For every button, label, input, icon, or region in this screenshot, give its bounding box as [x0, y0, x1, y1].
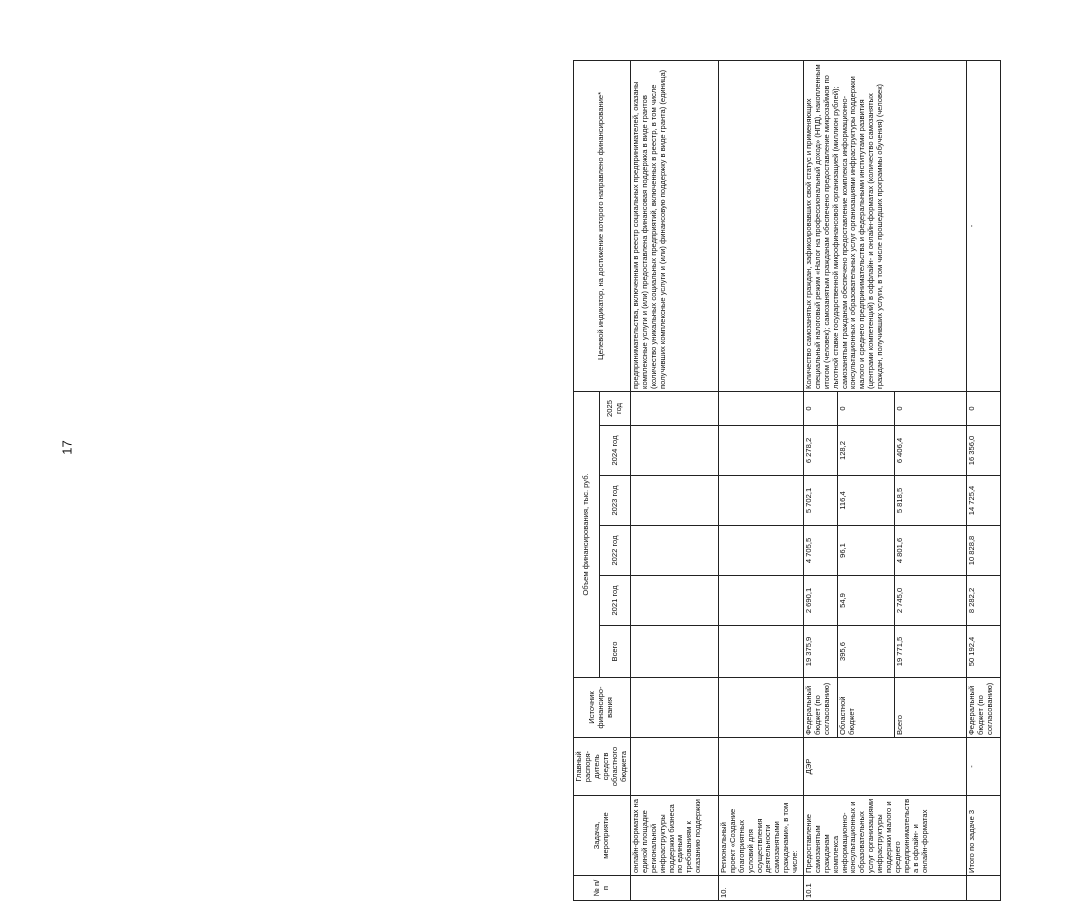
y2022-cell: 96,1 [837, 526, 894, 576]
table-row-continued [630, 60, 718, 900]
source-cell: Федеральный бюджет (по согласованию) [803, 678, 837, 738]
y2022-cell: 4 705,5 [803, 526, 837, 576]
header-manager: Главный распоря-дитель средств областного бюджета [574, 738, 631, 796]
y2025-cell: 0 [837, 391, 894, 425]
indicator-cell: предпринимательства, включенным в реестр социальных предпринимателей, оказаны комплексные услуги и (или) предоставлена финансовая поддержка в виде грантов (количество уникальных социальных предприятий, включенных в реестр, в том числе получивших комплексные услуги и (или) финансовую поддержку в виде гранта) (единица) [630, 60, 718, 391]
y2021-cell: 2 745,0 [894, 576, 966, 626]
y2025-cell: 0 [966, 391, 1000, 425]
total-cell: 19 375,9 [803, 626, 837, 678]
y2023-cell: 5 702,1 [803, 476, 837, 526]
indicator-cell: Количество самозанятых граждан, зафиксировавших свой статус и применяющих специальный налоговый режим «Налог на профессиональный доход» (НПД), накопленным итогом (человек); самозанятым гражданам обеспечено предоставление микрозаймов по льготной ставке государственной микрофинансовой организацией (миллион рублей); самозанятым гражданам обеспечено предоставление комплекса информационно-консультационных и образовательных услуг организациями инфраструктуры поддержки малого и среднего предпринимательства и федеральными институтами развития (центрами компетенций) в оффлайн- и онлайн-форматах (количество самозанятых граждан, получивших услуги, в том числе прошедших программы обучения) (человек) [803, 60, 966, 391]
header-num: № п/п [574, 876, 631, 901]
header-source: Источник финансиро-вания [574, 678, 631, 738]
header-indicator: Целевой индикатор, на достижение которого направлено финансирование* [574, 60, 631, 391]
header-row-1 [574, 60, 600, 900]
y2023-cell: 5 818,5 [894, 476, 966, 526]
row-number: 10. [718, 876, 803, 901]
y2023-cell: 116,4 [837, 476, 894, 526]
header-total: Всего [600, 626, 630, 678]
y2022-cell: 10 828,8 [966, 526, 1000, 576]
y2025-cell: 0 [894, 391, 966, 425]
task-cell: Региональный проект «Создание благоприятных условий для осуществления деятельности самозанятыми гражданами», в том числе: [718, 796, 803, 876]
header-task: Задача, мероприятие [574, 796, 631, 876]
table-row-total-task-3 [966, 60, 1000, 900]
y2024-cell: 128,2 [837, 426, 894, 476]
header-2024: 2024 год [600, 426, 630, 476]
table-row-10 [718, 60, 803, 900]
header-2022: 2022 год [600, 526, 630, 576]
y2022-cell: 4 801,6 [894, 526, 966, 576]
task-cell: Итого по задаче 3 [966, 796, 1000, 876]
row-number: 10.1 [803, 876, 966, 901]
y2023-cell: 14 725,4 [966, 476, 1000, 526]
header-2025: 2025 год [600, 391, 630, 425]
manager-cell: - [966, 738, 1000, 796]
header-2021: 2021 год [600, 576, 630, 626]
table-row-10-1-federal [803, 60, 837, 900]
manager-cell: ДЭР [803, 738, 966, 796]
y2021-cell: 2 690,1 [803, 576, 837, 626]
y2024-cell: 16 356,0 [966, 426, 1000, 476]
source-cell: Областной бюджет [837, 678, 894, 738]
task-cell: Предоставление самозанятым гражданам комплекса информационно-консультационных и образовательных услуг организациями инфраструктуры поддержки малого и среднего предпринимательства в офлайн- и онлайн-форматах [803, 796, 966, 876]
source-cell: Федеральный бюджет (по согласованию) [966, 678, 1000, 738]
header-2023: 2023 год [600, 476, 630, 526]
y2024-cell: 6 278,2 [803, 426, 837, 476]
indicator-cell: - [966, 60, 1000, 391]
source-cell: Всего [894, 678, 966, 738]
y2025-cell: 0 [803, 391, 837, 425]
task-cell: онлайн-форматах на единой площадке региональной инфраструктуры поддержки бизнеса по единым требованиям к оказанию поддержки [630, 796, 718, 876]
y2024-cell: 6 406,4 [894, 426, 966, 476]
total-cell: 19 771,5 [894, 626, 966, 678]
y2021-cell: 54,9 [837, 576, 894, 626]
y2021-cell: 8 282,2 [966, 576, 1000, 626]
financing-table [573, 60, 1001, 901]
rotated-table-container [573, 61, 1083, 901]
total-cell: 50 192,4 [966, 626, 1000, 678]
header-volume: Объем финансирования, тыс. руб. [574, 391, 600, 677]
total-cell: 395,6 [837, 626, 894, 678]
page-number: 17 [59, 440, 75, 455]
